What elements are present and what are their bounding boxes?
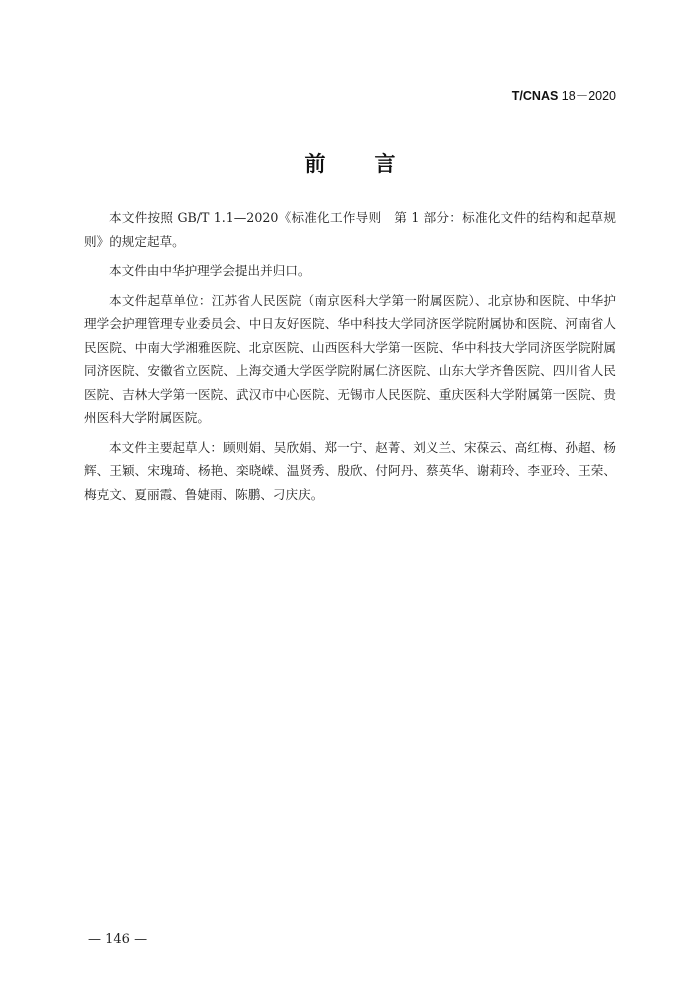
document-code-suffix: 18－2020: [558, 89, 616, 103]
foreword-body: [84, 206, 616, 512]
document-code-prefix: T/CNAS: [511, 89, 559, 103]
document-code: [512, 86, 616, 104]
page-number: — 146 —: [88, 932, 148, 947]
paragraph-main-drafters: 本文件主要起草人：顾则娟、吴欣娟、郑一宁、赵菁、刘义兰、宋葆云、高红梅、孙超、杨辉、王颖、宋瑰琦、杨艳、栾晓嵘、温贤秀、殷欣、付阿丹、蔡英华、谢莉玲、李亚玲、王荣、梅克文、夏丽霞、鲁婕雨、陈鹏、刁庆庆。: [84, 439, 616, 502]
paragraph-proposer: 本文件由中华护理学会提出并归口。: [109, 263, 311, 278]
page-title: 前 言: [304, 152, 410, 176]
paragraph-drafting-basis: 本文件按照 GB/T 1.1—2020《标准化工作导则 第 1 部分：标准化文件的结构和起草规则》的规定起草。: [84, 210, 616, 249]
paragraph-drafting-units: 本文件起草单位：江苏省人民医院（南京医科大学第一附属医院）、北京协和医院、中华护理学会护理管理专业委员会、中日友好医院、华中科技大学同济医学院附属协和医院、河南省人民医院、中南大学湘雅医院、北京医院、山西医科大学第一医院、华中科技大学同济医学院附属同济医院、安徽省立医院、上海交通大学医学院附属仁济医院、山东大学齐鲁医院、四川省人民医院、吉林大学第一医院、武汉市中心医院、无锡市人民医院、重庆医科大学附属第一医院、贵州医科大学附属医院。: [84, 292, 616, 425]
